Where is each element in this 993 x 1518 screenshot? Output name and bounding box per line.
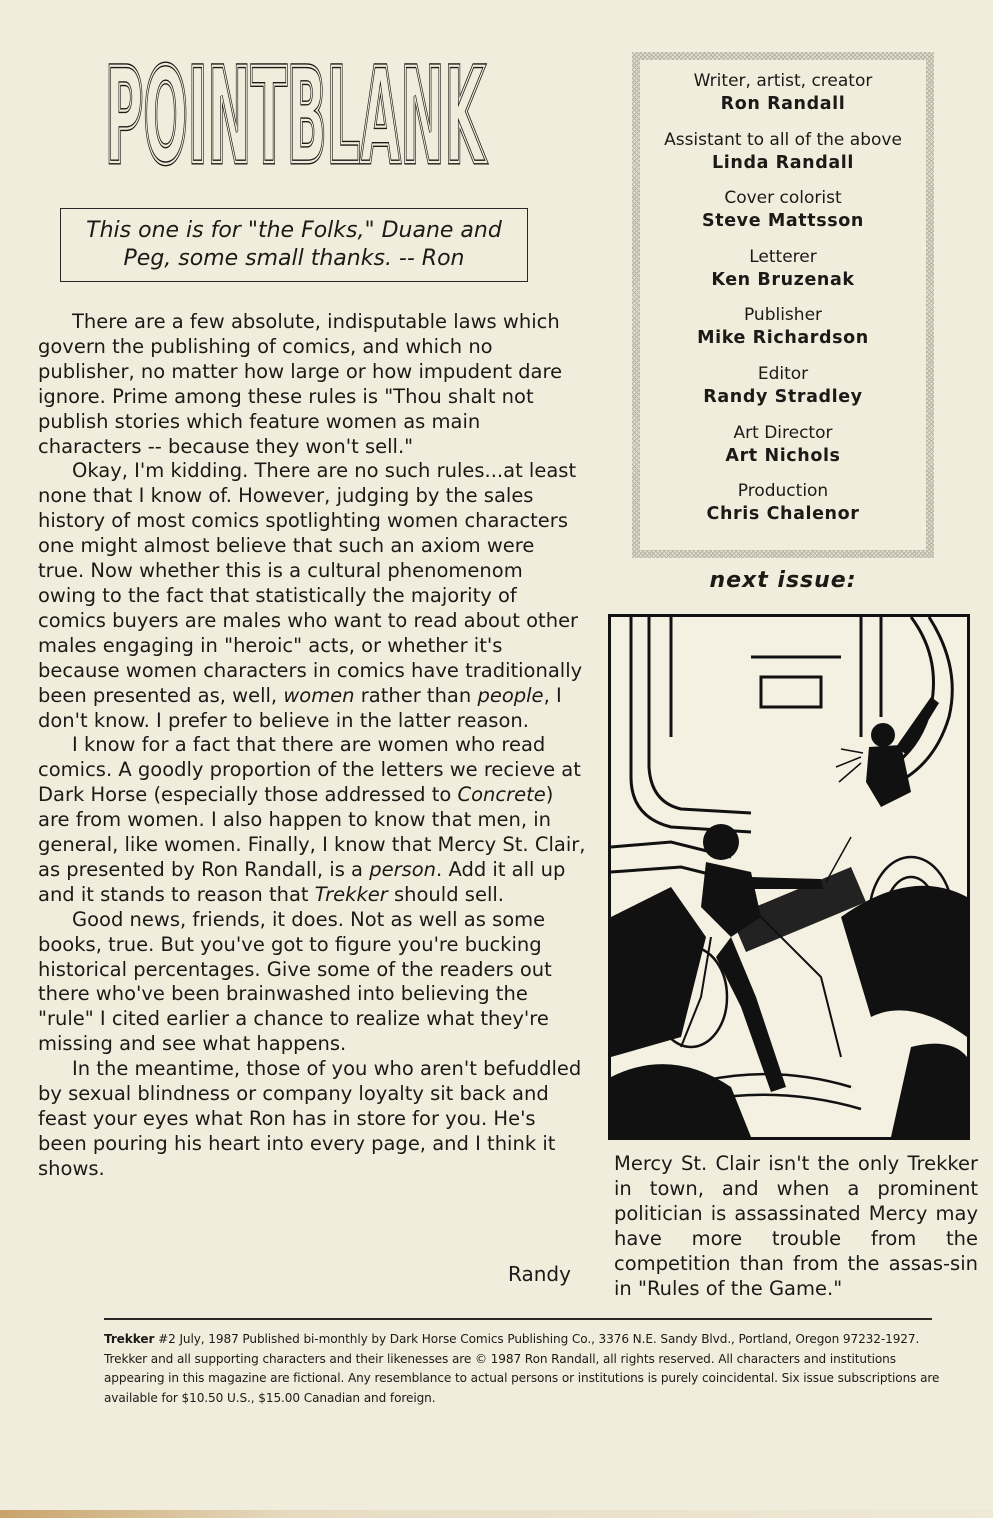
paragraph-4: Good news, friends, it does. Not as well as some books, true. But you've got to figure you're bucking historical percentages. Give some of the readers out there who've been brainwashed into believing the "rule" I cited earlier a chance to realize what they're missing and see what happens. <box>38 907 552 1056</box>
credit-name: Ron Randall <box>720 94 846 114</box>
dedication-line-1: This one is for "the Folks," Duane and <box>86 218 502 243</box>
credit-role: Writer, artist, creator <box>693 71 873 91</box>
credit-role: Cover colorist <box>724 188 842 209</box>
next-issue-heading: next issue: <box>709 568 857 593</box>
credit-name: Linda Randall <box>712 152 854 173</box>
credit-name: Mike Richardson <box>697 328 869 349</box>
paragraph-2: Okay, I'm kidding. There are no such rules...at least none that I know of. However, judging by the sales history of most comics spotlighting women characters one might almost believe that such an axiom were true. Now whether this is a cultural phenomenom owing to the fact that statistically the majority of comics buyers are males who want to read about other males engaging in "heroic" acts, or whether it's because women characters in comics have traditionally been presented as, well, women rather than people, I don't know. I prefer to believe in the latter reason. <box>38 459 583 732</box>
credit-entry <box>640 129 926 175</box>
paragraph-5: In the meantime, those of you who aren't befuddled by sexual blindness or company loyalty sit back and feast your eyes what Ron has in store for you. He's been pouring his heart into every page, and I think it shows. <box>38 1057 582 1180</box>
credit-role: Assistant to all of the above <box>664 129 902 150</box>
publication-indicia <box>104 1330 946 1408</box>
footer-divider <box>104 1318 932 1320</box>
credit-name: Chris Chalenor <box>706 504 860 525</box>
dedication-box <box>60 208 528 282</box>
credit-entry <box>640 187 926 233</box>
pointblank-logo <box>100 50 490 180</box>
page-edge <box>0 1510 993 1518</box>
credits-box <box>632 52 934 558</box>
credit-role: Editor <box>757 363 809 384</box>
credit-entry <box>640 70 926 116</box>
credit-entry <box>640 422 926 468</box>
credit-role: Letterer <box>749 246 817 267</box>
indicia-brand: Trekker <box>104 1332 155 1346</box>
paragraph-3: I know for a fact that there are women who read comics. A goodly proportion of the letters we recieve at Dark Horse (especially those addressed to Concrete) are from women. I also happen to know that men, in general, like women. Finally, I know that Mercy St. Clair, as presented by Ron Randall, is a person. Add it all up and it stands to reason that Trekker should sell. <box>38 733 586 906</box>
credit-entry <box>640 480 926 526</box>
credit-entry <box>640 363 926 409</box>
credit-name: Art Nichols <box>725 445 841 466</box>
next-issue-artwork <box>608 614 970 1140</box>
credit-name: Randy Stradley <box>703 386 863 407</box>
credit-name: Steve Mattsson <box>702 211 864 232</box>
paragraph-1: There are a few absolute, indisputable laws which govern the publishing of comics, and which no publisher, no matter how large or how impudent dare ignore. Prime among these rules is "Thou shalt not publish stories which feature women as main characters -- because they won't sell." <box>38 310 563 458</box>
indicia-text: #2 July, 1987 Published bi-monthly by Dark Horse Comics Publishing Co., 3376 N.E. Sandy Blvd., Portland, Oregon 97232-1927. Trekker and all supporting characters and their likenesses are © 1987 Ron Randall, all rights reserved. All characters and institutions appearing in this magazine are fictional. Any resemblance to actual persons or institutions is purely coincidental. Six issue subscriptions are available for $10.50 U.S., $15.00 Canadian and foreign. <box>104 1332 940 1405</box>
credit-role: Art Director <box>733 422 833 443</box>
dedication-line-2: Peg, some small thanks. -- Ron <box>123 246 465 271</box>
signature: Randy <box>508 1262 571 1286</box>
logo-title-inline: POINTBLANK <box>105 50 487 180</box>
logo-title: POINTBLANK <box>105 50 487 180</box>
credit-role: Production <box>737 481 829 502</box>
credit-role: Publisher <box>743 305 823 326</box>
credit-entry <box>640 246 926 292</box>
artwork-caption: Mercy St. Clair isn't the only Trekker in town, and when a prominent politician is assassinated Mercy may have more trouble from the competition than from the assas-sin in "Rules of the Game." <box>614 1152 978 1300</box>
credits-list <box>640 60 926 550</box>
credit-name: Ken Bruzenak <box>711 269 855 290</box>
editorial-text <box>38 310 586 1182</box>
comic-illustration <box>611 617 967 1137</box>
credit-entry <box>640 304 926 350</box>
